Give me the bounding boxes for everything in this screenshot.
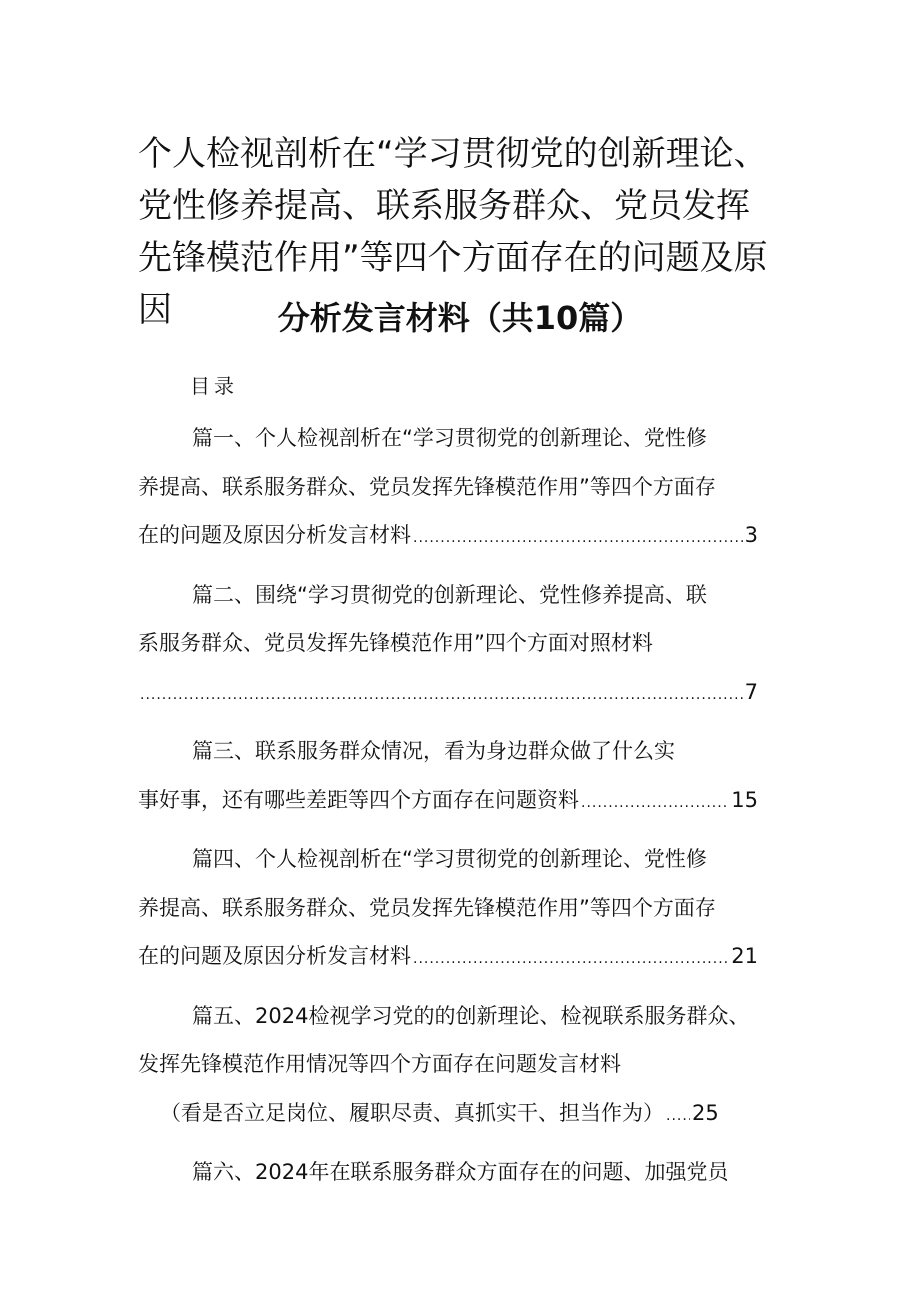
toc-page-number: 3 (744, 523, 758, 547)
toc-entry-line: 发挥先锋模范作用情况等四个方面存在问题发言材料 (138, 1052, 621, 1076)
toc-entry-5[interactable] (138, 992, 788, 1141)
toc-entry-leader-line (138, 932, 788, 984)
toc-entry-leader-line (138, 668, 788, 720)
toc-entry-line: 养提高、联系服务群众、党员发挥先锋模范作用”等四个方面存 (138, 474, 716, 499)
toc-dot-leader (140, 671, 743, 720)
toc-entry-line: 在的问题及原因分析发言材料 (138, 523, 411, 547)
document-subtitle: 分析发言材料（共10篇） (277, 299, 643, 337)
toc-entry-line: 养提高、联系服务群众、党员发挥先锋模范作用”等四个方面存 (138, 895, 716, 920)
toc-entry-line: 篇五、2024检视学习党的的创新理论、检视联系服务群众、 (192, 1003, 750, 1028)
toc-dot-leader (666, 1092, 690, 1141)
toc-page-number: 21 (731, 944, 758, 968)
toc-heading: 目录 (190, 374, 238, 398)
toc-entry-6[interactable] (138, 1148, 788, 1197)
toc-dot-leader (413, 935, 729, 984)
toc-entry-line: （看是否立足岗位、履职尽责、真抓实干、担当作为） (160, 1100, 664, 1125)
toc-entry-3[interactable] (138, 727, 788, 827)
table-of-contents (138, 414, 788, 1205)
toc-entry-2[interactable] (138, 571, 788, 720)
toc-entry-line: 篇四、个人检视剖析在“学习贯彻党的创新理论、党性修 (192, 847, 707, 871)
toc-page-number: 25 (692, 1100, 719, 1125)
toc-entry-leader-line (138, 776, 788, 828)
toc-entry-line: 篇二、围绕“学习贯彻党的创新理论、党性修养提高、联 (192, 582, 707, 607)
toc-page-number: 7 (744, 679, 758, 704)
document-title: 个人检视剖析在“学习贯彻党的创新理论、党性修养提高、联系服务群众、党员发挥先锋模范作用”等四个方面存在的问题及原因 (138, 134, 768, 330)
toc-entry-line: 篇六、2024年在联系服务群众方面存在的问题、加强党员 (192, 1160, 729, 1184)
toc-entry-line: 篇一、个人检视剖析在“学习贯彻党的创新理论、党性修 (192, 426, 707, 450)
toc-entry-line: 在的问题及原因分析发言材料 (138, 944, 411, 968)
toc-entry-4[interactable] (138, 835, 788, 984)
toc-entry-line: 系服务群众、党员发挥先锋模范作用”四个方面对照材料 (138, 631, 653, 655)
toc-entry-line: 事好事，还有哪些差距等四个方面存在问题资料 (138, 787, 579, 812)
toc-page-number: 15 (731, 787, 758, 812)
toc-entry-1[interactable] (138, 414, 788, 563)
toc-entry-leader-line (138, 1089, 788, 1141)
toc-dot-leader (413, 514, 743, 563)
toc-dot-leader (581, 779, 729, 828)
toc-entry-leader-line (138, 511, 788, 563)
toc-entry-line: 篇三、联系服务群众情况，看为身边群众做了什么实 (192, 739, 675, 763)
